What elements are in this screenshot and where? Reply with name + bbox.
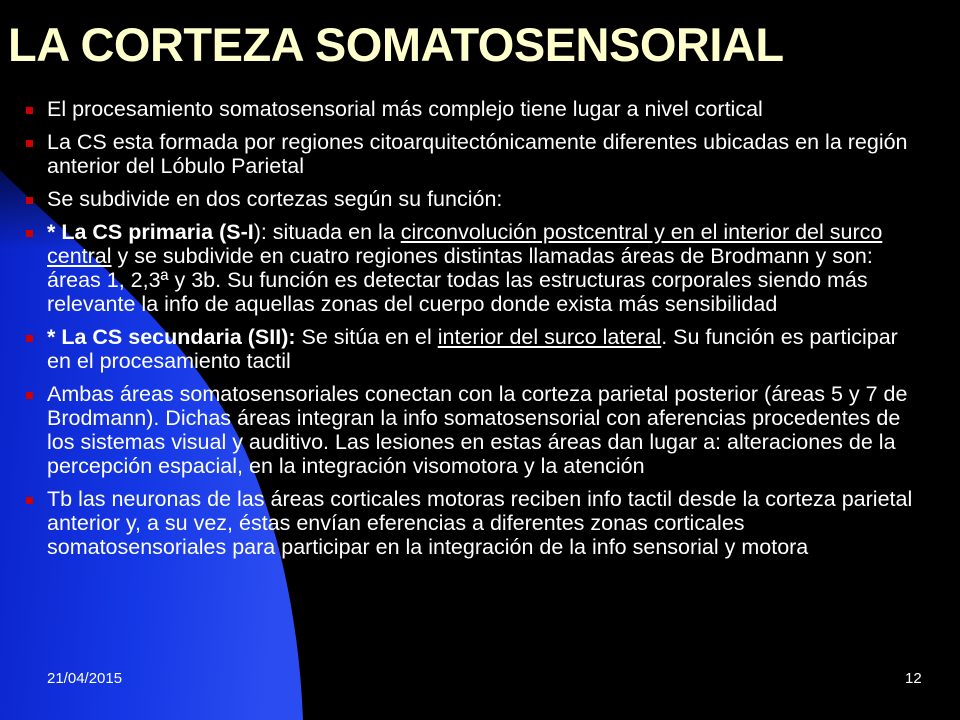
bullet-bold-text: * La CS primaria (S-I: [47, 220, 254, 244]
bullet-item: [26, 487, 926, 559]
bullet-item: [26, 97, 926, 121]
bullet-text: . Su función es participar en el procesamiento tactil: [47, 325, 898, 373]
bullet-item: [26, 130, 926, 178]
bullet-underlined-text: circonvolución postcentral y en el interior del surco central: [47, 220, 883, 268]
bullet-text: ): situada en la: [253, 220, 401, 244]
bullet-text: La CS esta formada por regiones citoarquitectónicamente diferentes ubicadas en la región anterior del Lóbulo Parietal: [47, 130, 908, 178]
bullet-text: El procesamiento somatosensorial más complejo tiene lugar a nivel cortical: [47, 97, 763, 121]
bullet-item-cs-primaria: [26, 220, 926, 316]
bullet-square-icon: [26, 335, 33, 342]
slide-number: 12: [905, 670, 922, 687]
bullet-square-icon: [26, 497, 33, 504]
bullet-text: Se sitúa en el: [295, 325, 438, 349]
bullet-text: Ambas áreas somatosensoriales conectan con la corteza parietal posterior (áreas 5 y 7 de Brodmann). Dichas áreas integran la info somatosensorial con aferencias procedentes de los sistemas visual y auditivo. Las lesiones en estas áreas dan lugar a: alteraciones de la percepción espacial, en la integración visomotora y la atención: [47, 382, 908, 478]
bullet-text: Se subdivide en dos cortezas según su función:: [47, 187, 503, 211]
bullet-item: [26, 187, 926, 211]
bullet-item: [26, 382, 926, 478]
bullet-square-icon: [26, 107, 33, 114]
bullet-list: [26, 97, 926, 568]
bullet-square-icon: [26, 197, 33, 204]
slide-title: LA CORTEZA SOMATOSENSORIAL: [8, 18, 784, 71]
bullet-square-icon: [26, 230, 33, 237]
bullet-text: Tb las neuronas de las áreas corticales motoras reciben info tactil desde la corteza parietal anterior y, a su vez, éstas envían eferencias a diferentes zonas corticales somatosensoriales para participar en la integración de la info sensorial y motora: [47, 487, 913, 559]
bullet-square-icon: [26, 140, 33, 147]
bullet-square-icon: [26, 392, 33, 399]
bullet-item-cs-secundaria: [26, 325, 926, 373]
bullet-text: y se subdivide en cuatro regiones distintas llamadas áreas de Brodmann y son: áreas 1, 2,3ª y 3b. Su función es detectar todas las estructuras corporales siendo más relevante la info de aquellas zonas del cuerpo donde exista más sensibilidad: [47, 244, 873, 316]
bullet-bold-text: * La CS secundaria (SII):: [47, 325, 296, 349]
footer-date: 21/04/2015: [47, 670, 123, 687]
bullet-underlined-text: interior del surco lateral: [437, 325, 662, 349]
